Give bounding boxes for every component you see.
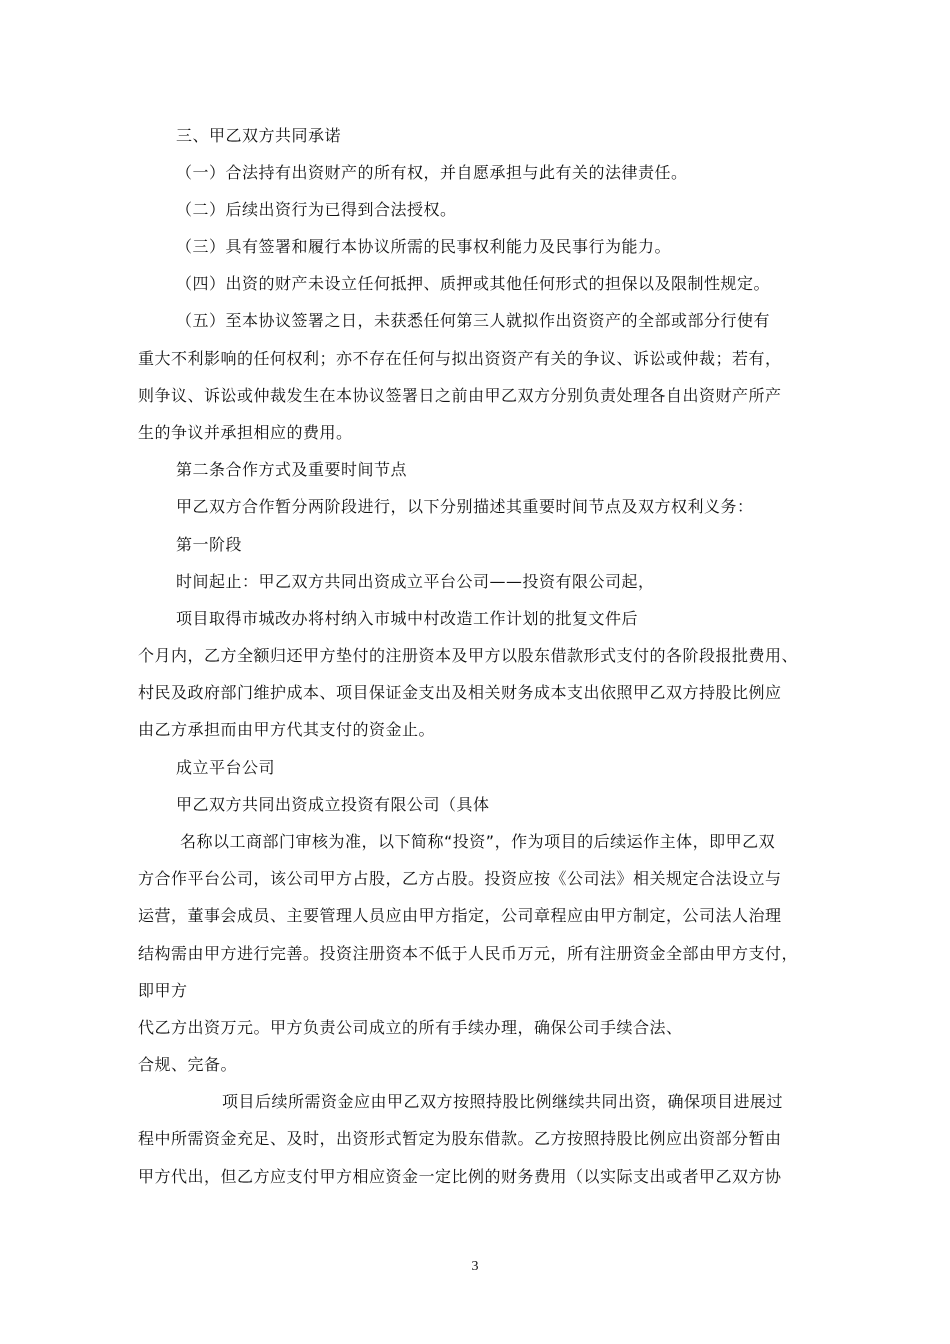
paragraph-line: 程中所需资金充足、及时，出资形式暂定为股东借款。乙方按照持股比例应出资部分暂由 xyxy=(138,1129,782,1148)
paragraph-line: （五）至本协议签署之日，未获悉任何第三人就拟作出资资产的全部或部分行使有 xyxy=(176,311,771,330)
paragraph-line: 运营，董事会成员、主要管理人员应由甲方指定，公司章程应由甲方制定，公司法人治理 xyxy=(138,906,782,925)
paragraph-line: （二）后续出资行为已得到合法授权。 xyxy=(176,200,457,219)
section-heading-joint-commitment: 三、甲乙双方共同承诺 xyxy=(176,126,342,145)
paragraph-line: （一）合法持有出资财产的所有权，并自愿承担与此有关的法律责任。 xyxy=(176,163,688,182)
paragraph-line: 名称以工商部门审核为准，以下简称“投资”，作为项目的后续运作主体，即甲乙双 xyxy=(180,832,776,851)
paragraph-line: 代乙方出资万元。甲方负责公司成立的所有手续办理，确保公司手续合法、 xyxy=(138,1018,683,1037)
paragraph-line: 重大不利影响的任何权利；亦不存在任何与拟出资资产有关的争议、诉讼或仲裁；若有， xyxy=(138,349,782,368)
paragraph-line: 结构需由甲方进行完善。投资注册资本不低于人民币万元，所有注册资金全部由甲方支付， xyxy=(138,944,799,963)
paragraph-line: 项目取得市城改办将村纳入市城中村改造工作计划的批复文件后 xyxy=(176,609,639,628)
stage-heading-first: 第一阶段 xyxy=(176,535,243,554)
paragraph-line: 项目后续所需资金应由甲乙双方按照持股比例继续共同出资，确保项目进展过 xyxy=(222,1092,784,1111)
paragraph-line: 由乙方承担而由甲方代其支付的资金止。 xyxy=(138,720,436,739)
paragraph-line: 个月内，乙方全额归还甲方垫付的注册资本及甲方以股东借款形式支付的各阶段报批费用、 xyxy=(138,646,799,665)
page-number: 3 xyxy=(471,1259,479,1274)
paragraph-line: 生的争议并承担相应的费用。 xyxy=(138,423,353,442)
paragraph-line: 合规、完备。 xyxy=(138,1055,238,1074)
article-heading-cooperation: 第二条合作方式及重要时间节点 xyxy=(176,460,408,479)
paragraph-line: 时间起止：甲乙双方共同出资成立平台公司——投资有限公司起， xyxy=(176,572,655,591)
paragraph-line: 甲乙双方共同出资成立投资有限公司（具体 xyxy=(176,795,490,814)
paragraph-line: 方合作平台公司，该公司甲方占股，乙方占股。投资应按《公司法》相关规定合法设立与 xyxy=(138,869,782,888)
paragraph-line: 甲乙双方合作暂分两阶段进行，以下分别描述其重要时间节点及双方权利义务： xyxy=(176,497,754,516)
subheading-establish-platform: 成立平台公司 xyxy=(176,758,276,777)
paragraph-line: 则争议、诉讼或仲裁发生在本协议签署日之前由甲乙双方分别负责处理各自出资财产所产 xyxy=(138,386,782,405)
paragraph-line: 村民及政府部门维护成本、项目保证金支出及相关财务成本支出依照甲乙双方持股比例应 xyxy=(138,683,782,702)
paragraph-line: （四）出资的财产未设立任何抵押、质押或其他任何形式的担保以及限制性规定。 xyxy=(176,274,771,293)
paragraph-line: 甲方代出，但乙方应支付甲方相应资金一定比例的财务费用（以实际支出或者甲乙双方协 xyxy=(138,1167,782,1186)
paragraph-line: 即甲方 xyxy=(138,981,188,1000)
paragraph-line: （三）具有签署和履行本协议所需的民事权利能力及民事行为能力。 xyxy=(176,237,672,256)
